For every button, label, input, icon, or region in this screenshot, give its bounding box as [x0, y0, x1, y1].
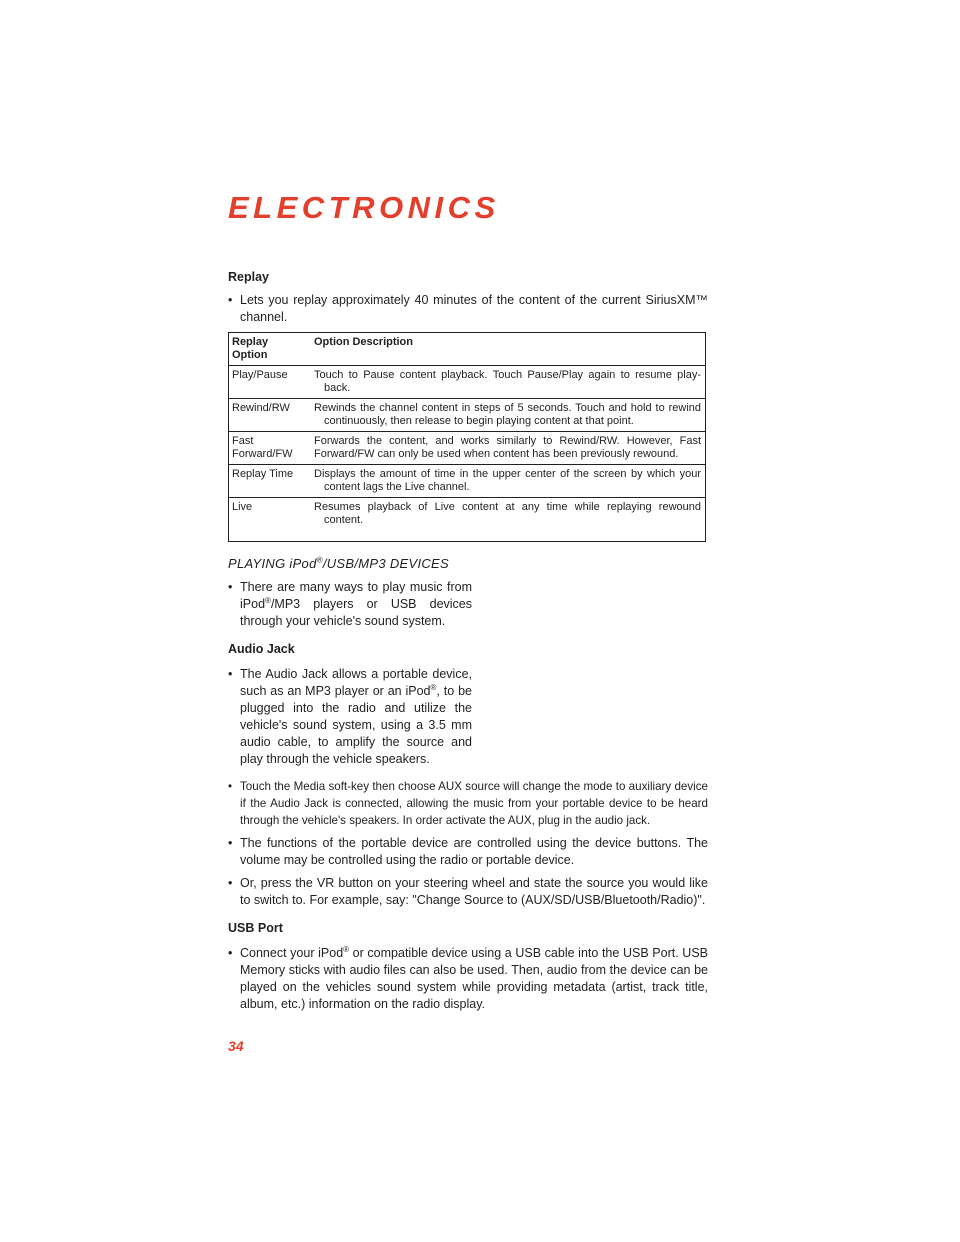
table-cell-option: Replay Time — [232, 468, 294, 480]
audio-jack-bullet-4: • Or, press the VR button on your steering wheel and state the source you would like to switch to. For example, say: "Change Source to (AUX/SD/USB/Bluetooth/Radio)". — [228, 876, 708, 907]
audio-jack-heading: Audio Jack — [228, 642, 295, 656]
usb-port-heading: USB Port — [228, 921, 283, 935]
audio-jack-bullet-3: • The functions of the portable device are controlled using the device buttons. The volume may be controlled using the radio or portable device. — [228, 836, 708, 867]
table-row — [229, 465, 706, 498]
table-cell-option: Fast Forward/FW — [232, 435, 293, 460]
table-cell-description: Touch to Pause content playback. Touch Pause/Play again to resume play-back. — [314, 369, 701, 394]
replay-heading: Replay — [228, 270, 269, 284]
bullet-icon: • — [228, 293, 233, 307]
table-cell-option: Rewind/RW — [232, 402, 290, 414]
table-cell-description: Forwards the content, and works similarly to Rewind/RW. However, Fast Forward/FW can only be used when content has been previously rewound. — [314, 435, 701, 460]
table-cell-description: Displays the amount of time in the upper center of the screen by which your content lags the Live channel. — [314, 468, 701, 493]
bullet-icon: • — [228, 876, 233, 890]
table-cell-option: Live — [232, 501, 253, 513]
page-number: 34 — [228, 1038, 244, 1054]
table-header-option: Replay Option — [232, 336, 269, 361]
replay-bullet: • Lets you replay approximately 40 minutes of the content of the current SiriusXM™ channel. — [228, 293, 708, 324]
table-row — [229, 498, 706, 542]
audio-jack-bullet-1: • The Audio Jack allows a portable device, such as an MP3 player or an iPod®, to be plugged into the radio and utilize the vehicle's sound system, using a 3.5 mm audio cable, to amplify the source and play through the vehicle speakers. — [228, 667, 472, 766]
table-cell-description: Rewinds the channel content in steps of 5 seconds. Touch and hold to rewind continuously, then release to begin playing content at that point. — [314, 402, 701, 427]
usb-port-bullet: • Connect your iPod® or compatible device using a USB cable into the USB Port. USB Memory sticks with audio files can also be used. Then, audio from the device can be played on the vehicles sound system while providing metadata (artist, track title, album, etc.) information on the radio display. — [228, 944, 709, 1011]
page-content — [228, 268, 708, 1013]
bullet-icon: • — [228, 836, 233, 850]
table-header-description: Option Description — [314, 336, 413, 348]
replay-options-table — [228, 332, 706, 542]
bullet-icon: • — [228, 667, 233, 681]
table-row — [229, 432, 706, 465]
table-row — [229, 399, 706, 432]
bullet-icon: • — [228, 580, 233, 594]
table-row — [229, 366, 706, 399]
table-cell-option: Play/Pause — [232, 369, 288, 381]
playing-devices-heading: PLAYING iPod®/USB/MP3 DEVICES — [228, 555, 449, 571]
bullet-icon: • — [228, 780, 233, 793]
bullet-icon: • — [228, 946, 233, 960]
audio-jack-bullet-2: • Touch the Media soft-key then choose AUX source will change the mode to auxiliary device if the Audio Jack is connected, allowing the music from your portable device to be heard through the vehicle's speakers. In order activate the AUX, plug in the audio jack. — [228, 780, 708, 827]
table-cell-description: Resumes playback of Live content at any time while replaying rewound content. — [314, 501, 701, 526]
section-title: ELECTRONICS — [228, 190, 500, 225]
playing-devices-bullet: • There are many ways to play music from iPod®/MP3 players or USB devices through your vehicle's sound system. — [228, 580, 472, 628]
table-header-row — [229, 333, 706, 366]
